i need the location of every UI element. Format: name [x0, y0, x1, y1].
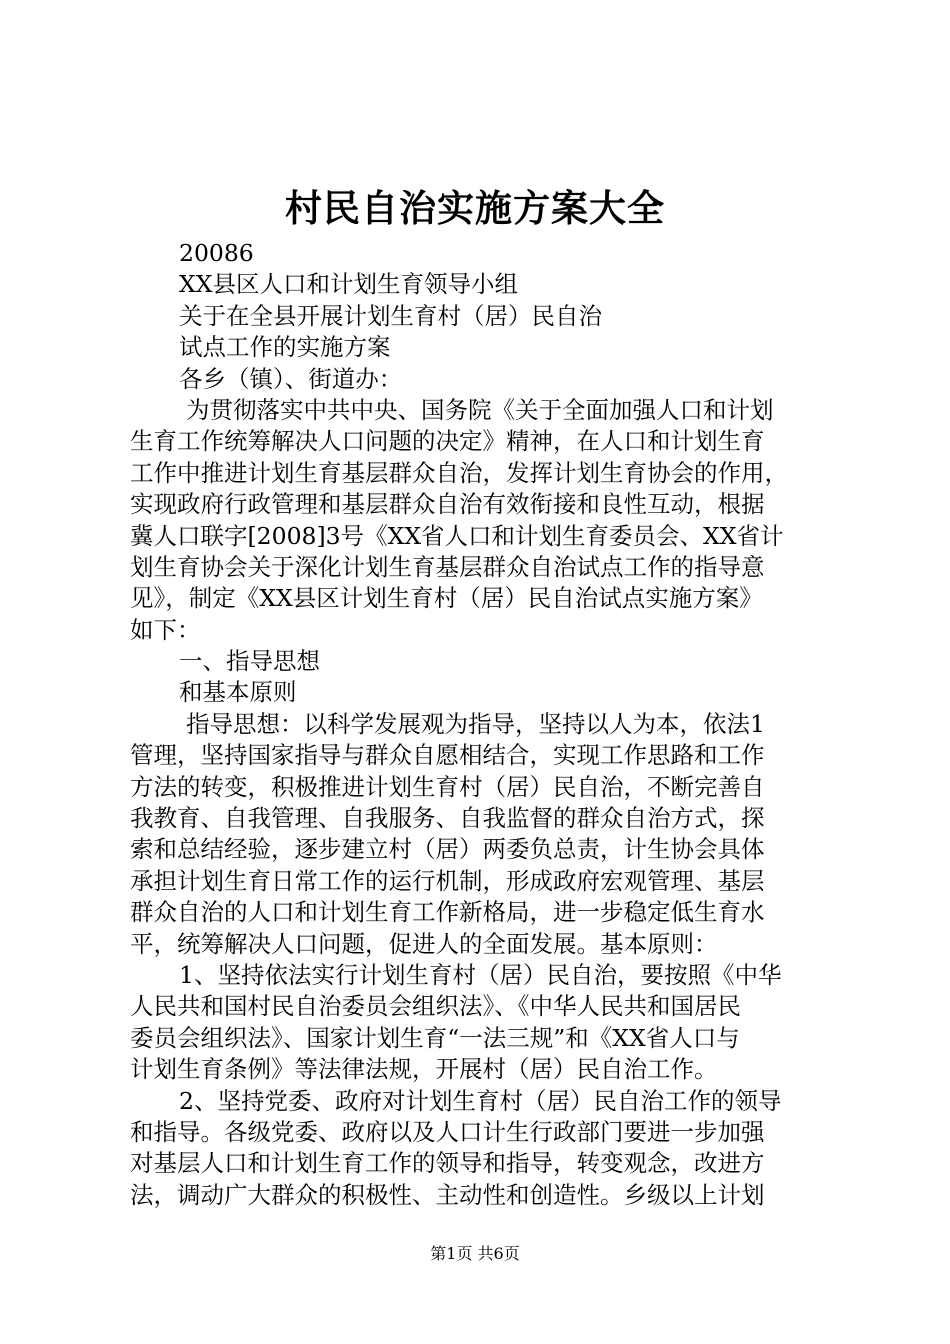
- text-line: 和指导。各级党委、政府以及人口计生行政部门要进一步加强: [130, 1117, 765, 1146]
- text-line: 管理，坚持国家指导与群众自愿相结合，实现工作思路和工作: [130, 741, 765, 770]
- text-line: 为贯彻落实中共中央、国务院《关于全面加强人口和计划: [186, 395, 774, 424]
- text-line: 工作中推进计划生育基层群众自治，发挥计划生育协会的作用，: [130, 458, 788, 487]
- document-title: 村民自治实施方案大全: [285, 187, 665, 230]
- text-line: 法，调动广大群众的积极性、主动性和创造性。乡级以上计划: [130, 1180, 765, 1209]
- text-line: 如下：: [130, 615, 201, 644]
- text-line: 关于在全县开展计划生育村（居）民自治: [179, 301, 602, 330]
- text-line: 20086: [179, 239, 254, 267]
- text-line: 各乡（镇）、街道办：: [179, 364, 403, 393]
- text-line: 计划生育条例》等法律法规，开展村（居）民自治工作。: [130, 1055, 718, 1084]
- text-line: 冀人口联字[2008]3号《XX省人口和计划生育委员会、XX省计: [130, 521, 784, 550]
- text-line: 我教育、自我管理、自我服务、自我监督的群众自治方式，探: [130, 804, 765, 833]
- text-line: 索和总结经验，逐步建立村（居）两委负总责，计生协会具体: [130, 835, 765, 864]
- document-body: [130, 238, 830, 1211]
- text-line: 见》，制定《XX县区计划生育村（居）民自治试点实施方案》: [130, 584, 763, 613]
- text-line: 对基层人口和计划生育工作的领导和指导，转变观念，改进方: [130, 1149, 765, 1178]
- text-line: 指导思想：以科学发展观为指导，坚持以人为本，依法1: [186, 709, 765, 738]
- text-line: 和基本原则: [179, 678, 297, 707]
- text-line: 方法的转变，积极推进计划生育村（居）民自治，不断完善自: [130, 772, 765, 801]
- text-line: 实现政府行政管理和基层群众自治有效衔接和良性互动，根据: [130, 490, 765, 519]
- text-line: 群众自治的人口和计划生育工作新格局，进一步稳定低生育水: [130, 898, 765, 927]
- text-line: 1、坚持依法实行计划生育村（居）民自治，要按照《中华: [179, 960, 782, 989]
- text-line: 一、指导思想: [179, 647, 320, 676]
- text-line: 2、坚持党委、政府对计划生育村（居）民自治工作的领导: [179, 1086, 782, 1115]
- text-line: 委员会组织法》、国家计划生育“一法三规”和《XX省人口与: [130, 1023, 740, 1052]
- text-line: 承担计划生育日常工作的运行机制，形成政府宏观管理、基层: [130, 866, 765, 895]
- page-footer: 第1页 共6页: [430, 1244, 520, 1263]
- text-line: 生育工作统筹解决人口问题的决定》精神，在人口和计划生育: [130, 427, 765, 456]
- text-line: 划生育协会关于深化计划生育基层群众自治试点工作的指导意: [130, 552, 765, 581]
- text-line: 平，统筹解决人口问题，促进人的全面发展。基本原则：: [130, 929, 718, 958]
- text-line: 人民共和国村民自治委员会组织法》、《中华人民共和国居民: [130, 992, 741, 1021]
- text-line: XX县区人口和计划生育领导小组: [179, 270, 518, 299]
- text-line: 试点工作的实施方案: [179, 333, 391, 362]
